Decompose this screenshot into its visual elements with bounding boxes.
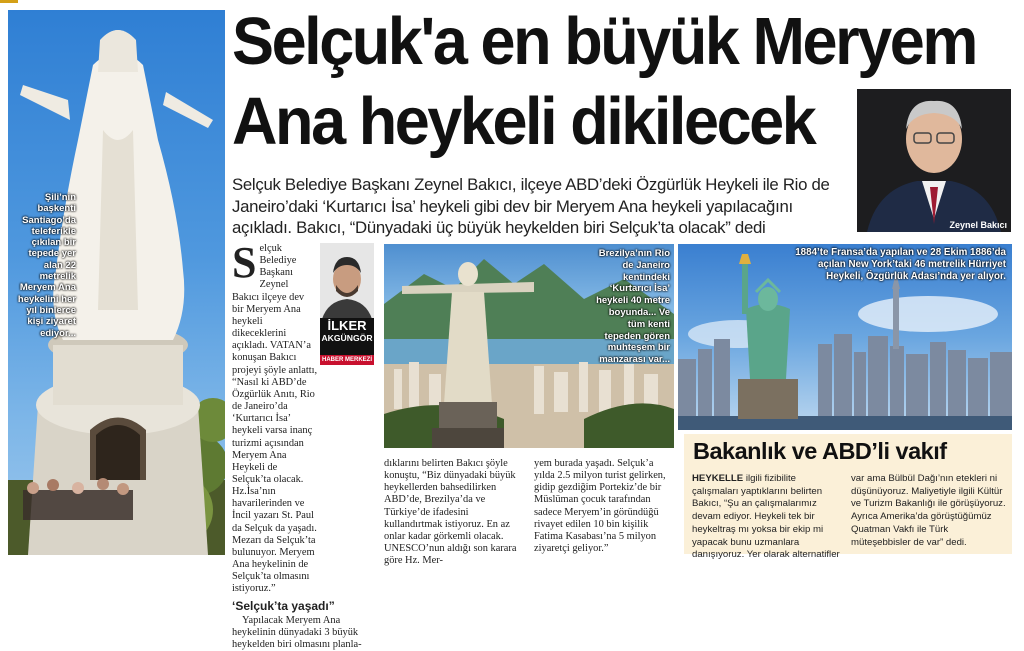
portrait-illustration — [857, 89, 1011, 232]
dropcap-letter: S — [232, 238, 257, 287]
page-corner-tab — [0, 0, 18, 3]
headline-line-1: Selçuk'a en büyük Meryem — [232, 4, 976, 79]
sidebar-box-title: Bakanlık ve ABD’li vakıf — [693, 438, 947, 464]
zeynel-bakici-portrait — [857, 89, 1011, 232]
article-subhead: ‘Selçuk’ta yaşadı” — [232, 598, 335, 613]
author-last-name: AKGÜNGÖR — [321, 333, 373, 343]
article-body-text-2: Yapılacak Meryem Ana heykelinin dünyadaki 3 büyük heykelden biri olmasını planla- — [232, 614, 362, 650]
sidebar-box-text-1: ilgili fizibilite çalışmaları yaptıklarını belirten Bakıcı, “Şu an çalışmalarımız devam ediyor. Heykeli tek bir heykeltraş mı yoksa bir ekip mi yapacak bunu uzmanlara danışıyoruz. Yer olarak alternatifler — [692, 473, 840, 561]
statue-photo-caption: Şili’nin başkenti Santiago’da teleferikle çıkılan bir tepede yer alan 22 metrelik Meryem Ana heykelini her yıl binlerce kişi ziyaret ediyor... — [17, 192, 76, 339]
rio-photo-caption: Brezilya’nın Rio de Janeiro kentindeki ‘Kurtarıcı İsa’ heykeli 40 metre boyunda... Ve tüm kenti tepeden gören muhteşem bir manzarası var... — [596, 248, 670, 366]
dropcap-wrapper — [232, 238, 318, 596]
portrait-caption: Zeynel Bakıcı — [949, 220, 1007, 230]
article-deck: Selçuk Belediye Başkanı Zeynel Bakıcı, ilçeye ABD’deki Özgürlük Heykeli ile Rio de Janeiro’daki ‘Kurtarıcı İsa’ heykeli gibi dev bir Meryem Ana heykeli yapılacağını açıkladı. Bakıcı, “Dünyadaki üç büyük heykelden biri Selçuk’ta olacak” dedi — [232, 175, 830, 237]
author-first-name: İLKER — [327, 318, 367, 333]
article-column-3: yem burada yaşadı. Selçuk’a yılda 2.5 milyon turist gelirken, gidip gezdiğim Portekiz’de bir Müslüman çocuk tarafından sadece Meryem’in göründüğü rivayet edilen 10 bin kişilik Fatima Kasabası’na 5 milyon ziyaretçi geliyor.” — [534, 458, 666, 555]
ny-photo-caption: 1884’te Fransa’da yapılan ve 28 Ekim 1886’da açılan New York’taki 46 metrelik Hürriyet Heykeli, Özgürlük Adası’nda yer alıyor. — [795, 247, 1006, 283]
author-illustration — [320, 243, 374, 319]
article-column-2: dıklarını belirten Bakıcı şöyle konuştu, “Biz dünyadaki büyük heykellerden bahsedilirken ABD’de, Brezilya’da ve Türkiye’de ifadesini kullandırtmak istiyoruz. En az onlar kadar görkemli olacak. UNESCO’nun aldığı son karara göre Hz. Mer- — [384, 458, 517, 567]
author-desk-tag: HABER MERKEZİ — [321, 357, 372, 363]
sidebar-box-column-2: var ama Bülbül Dağı’nın etekleri ni düşünüyoruz. Maliyetiyle ilgili Kültür ve Turizm Bakanlığı ile görüşüyoruz. Ayrıca Amerika’da görüştüğümüz Quatman Vakfı ile Türk müteşebbisler de var” dedi. — [851, 473, 1006, 548]
article-body-text: elçuk Belediye Başkanı Zeynel Bakıcı ilçeye dev bir Meryem Ana heykeli dikeceklerini açıkladı. VATAN’a konuşan Bakıcı projeyi şöyle anlattı, “Nasıl ki ABD’de Özgürlük Anıtı, Rio de Janeiro’da ‘Kurtarıcı İsa’ heykeli varsa inanç turizmi açısından Meryem Ana Heykeli de Selçuk’ta olacak. Hz.İsa’nın havarilerinden ve İncil yazarı St. Paul da Selçuk da yaşadı. Mezarı da Selçuk’ta bulunuyor. Meryem Ana heykelinin de Selçuk’ta olmasını istiyoruz.” — [232, 243, 318, 595]
sidebar-box-lead-word: HEYKELLE — [692, 473, 744, 484]
author-name-block — [320, 318, 374, 358]
sidebar-box-column-1 — [692, 473, 842, 562]
headline-line-2: Ana heykeli dikilecek — [232, 84, 815, 159]
